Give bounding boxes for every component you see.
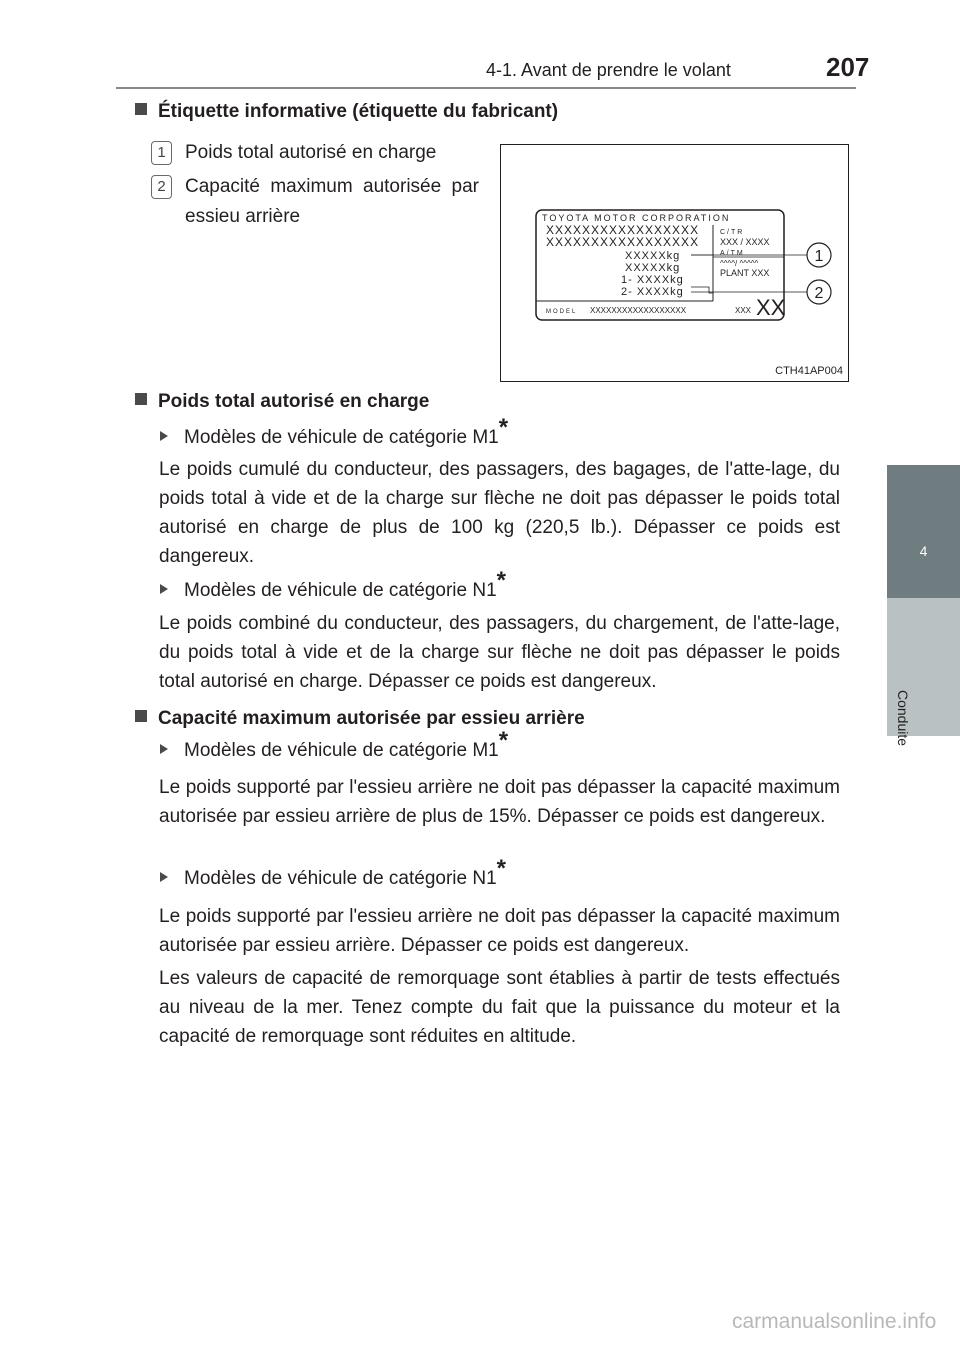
section-breadcrumb: 4-1. Avant de prendre le volant [486, 60, 731, 80]
chapter-number: 4 [919, 543, 928, 559]
callout-label-1: 1 [814, 248, 824, 265]
gvw-n1-paragraph: Le poids combiné du conducteur, des passagers, du chargement, de l'atte-lage, du poids total à vide et de la charge sur flèche ne doit pas dépasser le poids total autorisé en charge. Dépasser ce poids est dangereux. [159, 613, 840, 692]
chapter-tab[interactable] [887, 465, 960, 598]
square-bullet-icon [135, 393, 147, 405]
label-info-heading-text: Étiquette informative (étiquette du fabricant) [158, 101, 559, 122]
triangle-bullet-icon [160, 584, 168, 594]
label-code-big: XX [756, 295, 786, 320]
gvw-m1-heading [160, 414, 509, 449]
axle-n1-heading [160, 855, 506, 890]
label-atm: A/TM [720, 250, 745, 257]
watermark: carmanualsonline.info [732, 1310, 937, 1333]
triangle-bullet-icon [160, 872, 168, 882]
label-ctr: C/TR [720, 229, 745, 236]
label-vin-2: XXXXXXXXXXXXXXXXX [546, 235, 700, 249]
axle-m1-paragraph: Le poids supporté par l'essieu arrière ne doit pas dépasser la capacité maximum autorisée par essieu arrière de plus de 15%. Dépasser ce poids est dangereux. [159, 777, 840, 827]
footnote-star: * [498, 727, 509, 754]
gvw-m1-paragraph: Le poids cumulé du conducteur, des passagers, des bagages, de l'atte-lage, du poids total à vide et de la charge sur flèche ne doit pas dépasser le poids total autorisé en charge de plus de 100 kg (220,5 lb.). Dépasser ce poids est dangereux. [159, 459, 840, 567]
label-carets: ^^^^/ ^^^^^ [720, 259, 759, 268]
label-plant: PLANT XXX [720, 268, 770, 278]
label-model: MODEL [546, 309, 578, 315]
towing-paragraph: Les valeurs de capacité de remorquage sont établies à partir de tests effectués au niveau de la mer. Tenez compte du fait que la puissance du moteur et la capacité de remorquage sont réduites en altitude. [159, 968, 840, 1047]
axle-heading-text: Capacité maximum autorisée par essieu arrière [158, 708, 585, 729]
callout-text: Poids total autorisé en charge [185, 142, 437, 163]
label-model-value: XXXXXXXXXXXXXXXXXX [590, 306, 687, 315]
chapter-title-tab[interactable] [887, 598, 960, 747]
square-bullet-icon [135, 710, 147, 722]
manufacturer-label-figure [500, 144, 849, 382]
footnote-star: * [496, 855, 506, 882]
triangle-bullet-icon [160, 744, 168, 754]
gvw-heading-text: Poids total autorisé en charge [158, 391, 430, 412]
gvw-heading [135, 391, 429, 413]
label-vin-1: XXXXXXXXXXXXXXXXX [546, 223, 700, 237]
header-divider [116, 87, 856, 89]
label-info-heading [135, 101, 558, 123]
axle-n1-heading-text: Modèles de véhicule de catégorie N1 [184, 868, 497, 889]
manufacturer-label-illustration [501, 145, 848, 381]
callout-text: Capacité maximum autorisée par essieu arrière [185, 176, 479, 227]
axle-heading [135, 708, 585, 730]
footnote-star: * [496, 567, 506, 594]
gvw-n1-heading [160, 567, 506, 602]
label-weight-1: XXXXXkg [625, 250, 681, 262]
axle-m1-heading [160, 727, 509, 762]
label-manufacturer: TOYOTA MOTOR CORPORATION [542, 213, 731, 223]
figure-code: CTH41AP004 [775, 365, 843, 377]
label-axle-2: 2- XXXXkg [621, 286, 684, 298]
label-axle-1: 1- XXXXkg [621, 274, 684, 286]
label-code-small: XXX [735, 306, 752, 315]
gvw-m1-heading-text: Modèles de véhicule de catégorie M1 [184, 427, 499, 448]
page-number: 207 [826, 52, 870, 82]
callout-number: 1 [151, 141, 172, 165]
triangle-bullet-icon [160, 431, 168, 441]
chapter-title: Conduite [895, 690, 911, 747]
callout-number: 2 [151, 175, 172, 199]
axle-m1-heading-text: Modèles de véhicule de catégorie M1 [184, 740, 499, 761]
square-bullet-icon [135, 103, 147, 115]
label-weight-2: XXXXXkg [625, 262, 681, 274]
axle-n1-paragraph: Le poids supporté par l'essieu arrière ne doit pas dépasser la capacité maximum autorisée par essieu arrière. Dépasser ce poids est dangereux. [159, 906, 840, 956]
label-ctr-value: XXX / XXXX [720, 237, 770, 247]
gvw-n1-heading-text: Modèles de véhicule de catégorie N1 [184, 580, 497, 601]
callout-label-2: 2 [814, 285, 824, 302]
footnote-star: * [498, 414, 509, 441]
